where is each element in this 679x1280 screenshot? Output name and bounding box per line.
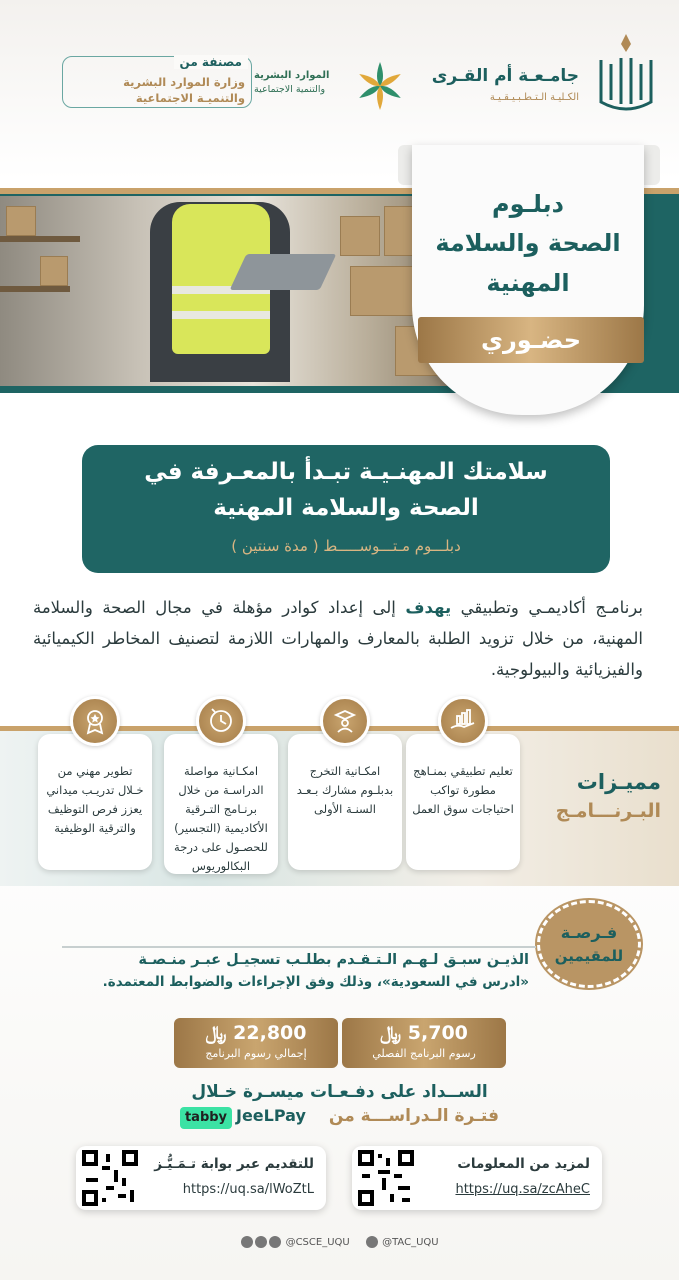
info-qr-link[interactable]: https://uq.sa/zcAheC: [455, 1182, 590, 1197]
apply-qr-title: للتقديم عبر بوابة تـمَـيُّـز: [154, 1156, 314, 1172]
feature-text-2: امكـانية التخرج بدبلـوم مشارك بـعـد السنـة الأولى: [296, 764, 394, 816]
college-name: الكـليـة الـتـطـبـيـقـيـة: [489, 92, 579, 103]
ministry-name-line1: وزارة الموارد البشرية: [123, 75, 245, 89]
instagram-icon: [241, 1236, 253, 1248]
warehouse-worker-photo: [0, 196, 460, 386]
semester-fee-badge: [342, 1018, 506, 1068]
award-medal-icon: [70, 696, 120, 746]
x-icon: [366, 1236, 378, 1248]
qr-code-icon[interactable]: [82, 1150, 138, 1206]
residents-text-line1: الذيـن سبـق لـهـم الـتـقـدم بطلـب تسجيـل عبـر منـصـة: [138, 952, 529, 968]
feature-text-1: تعليم تطبيقي بمنـاهج مطورة تواكب احتياجات سوق العمل: [412, 764, 514, 816]
payment-line2: فتـرة الـدراســـة من: [328, 1106, 499, 1126]
info-qr-title: لمزيد من المعلومات: [457, 1156, 590, 1172]
slogan-line1: سلامتك المهنـيـة تبـدأ بالمعـرفة في: [144, 459, 548, 485]
features-title-line1: مميـزات: [576, 770, 661, 794]
slogan-line2: الصحة والسلامة المهنية: [213, 495, 479, 521]
telegram-icon: [255, 1236, 267, 1248]
program-title-line3: المهنية: [486, 269, 570, 297]
qr-code-icon[interactable]: [358, 1150, 414, 1206]
feature-card-2: [288, 734, 402, 870]
social-handle-multi[interactable]: @CSCE_UQU: [240, 1236, 349, 1248]
residents-divider: [62, 946, 536, 948]
tabby-logo: tabby: [180, 1107, 232, 1129]
ministry-logo-text2: والتنمية الاجتماعية: [254, 84, 326, 95]
graduates-icon: [320, 696, 370, 746]
study-path-icon: [196, 696, 246, 746]
program-title-line1: دبلـوم: [492, 190, 564, 218]
program-title-scroll: [398, 145, 666, 415]
ministry-star-icon: [352, 58, 408, 114]
riyal-icon: ﷼: [205, 1022, 227, 1044]
classification-box: [62, 56, 252, 108]
jeelpay-logo: JeeLPay: [236, 1106, 306, 1125]
total-fee-label: إجمالي رسوم البرنامج: [205, 1047, 307, 1060]
program-title-line2: الصحة والسلامة: [435, 229, 621, 257]
total-fee-badge: [174, 1018, 338, 1068]
features-title-line2: البـرنـــامـج: [555, 800, 661, 822]
riyal-icon: ﷼: [380, 1022, 402, 1044]
university-emblem-icon: [595, 30, 657, 114]
feature-text-3: امكـانية مواصلة الدراسـة من خلال برنـامج التـرقية الأكاديمية (التجسير) للحصـول على درجة البكالوريوس: [174, 764, 268, 873]
university-logo: [397, 30, 657, 120]
ministry-logo-text1: الموارد البشرية: [254, 70, 330, 81]
semester-fee-amount: 5,700 ﷼: [380, 1022, 468, 1044]
social-handle-x[interactable]: @TAC_UQU: [365, 1236, 439, 1248]
university-name: جامـعـة أم القـرى: [431, 66, 579, 86]
apply-qr-link[interactable]: https://uq.sa/lWoZtL: [182, 1182, 314, 1197]
description-text-end: إلى إعداد كوادر مؤهلة في مجال الصحة والسلامة المهنية، من خلال تزويد الطلبة بالمعارف والمهارات اللازمة لتصنيف المخاطر الكيميائية والفيزيائية والبيولوجية.: [33, 598, 643, 679]
info-qr-card[interactable]: [352, 1146, 602, 1210]
ministry-classification: [62, 48, 362, 110]
total-fee-amount: 22,800 ﷼: [205, 1022, 307, 1044]
slogan-box: [82, 445, 610, 573]
residents-text-line2: «ادرس في السعودية»، وذلك وفق الإجراءات والضوابط المعتمدة.: [102, 974, 529, 990]
feature-card-4: [38, 734, 152, 870]
classified-by-label: مصنفة من: [174, 55, 248, 69]
badge-line1: فـرصـة: [560, 923, 618, 942]
semester-fee-label: رسوم البرنامج الفصلي: [372, 1047, 476, 1060]
feature-card-1: [406, 734, 520, 870]
hand-growth-icon: [438, 696, 488, 746]
social-footer: [0, 1236, 679, 1248]
feature-text-4: تطوير مهني من خـلال تدريـب ميداني يعزز فرص التوظيف والترقية الوظيفية: [46, 764, 144, 835]
study-mode-ribbon: حضـوري: [418, 317, 644, 363]
apply-qr-card[interactable]: [76, 1146, 326, 1210]
residents-badge: [537, 900, 641, 988]
description-text-start: برنامـج أكاديمـي وتطبيقي: [451, 598, 643, 617]
snapchat-icon: [269, 1236, 281, 1248]
payment-line1: الســداد على دفـعـات ميسـرة خـلال: [191, 1082, 488, 1102]
program-description: [33, 592, 643, 685]
badge-line2: للمقيمين: [554, 947, 624, 965]
description-emphasis: يهدف: [405, 598, 452, 617]
feature-card-3: [164, 734, 278, 874]
diploma-duration: دبلـــوم مـتـــوســـــط ( مدة سنتين ): [231, 537, 461, 555]
ministry-name-line2: والتنميـة الاجتماعية: [135, 91, 245, 105]
